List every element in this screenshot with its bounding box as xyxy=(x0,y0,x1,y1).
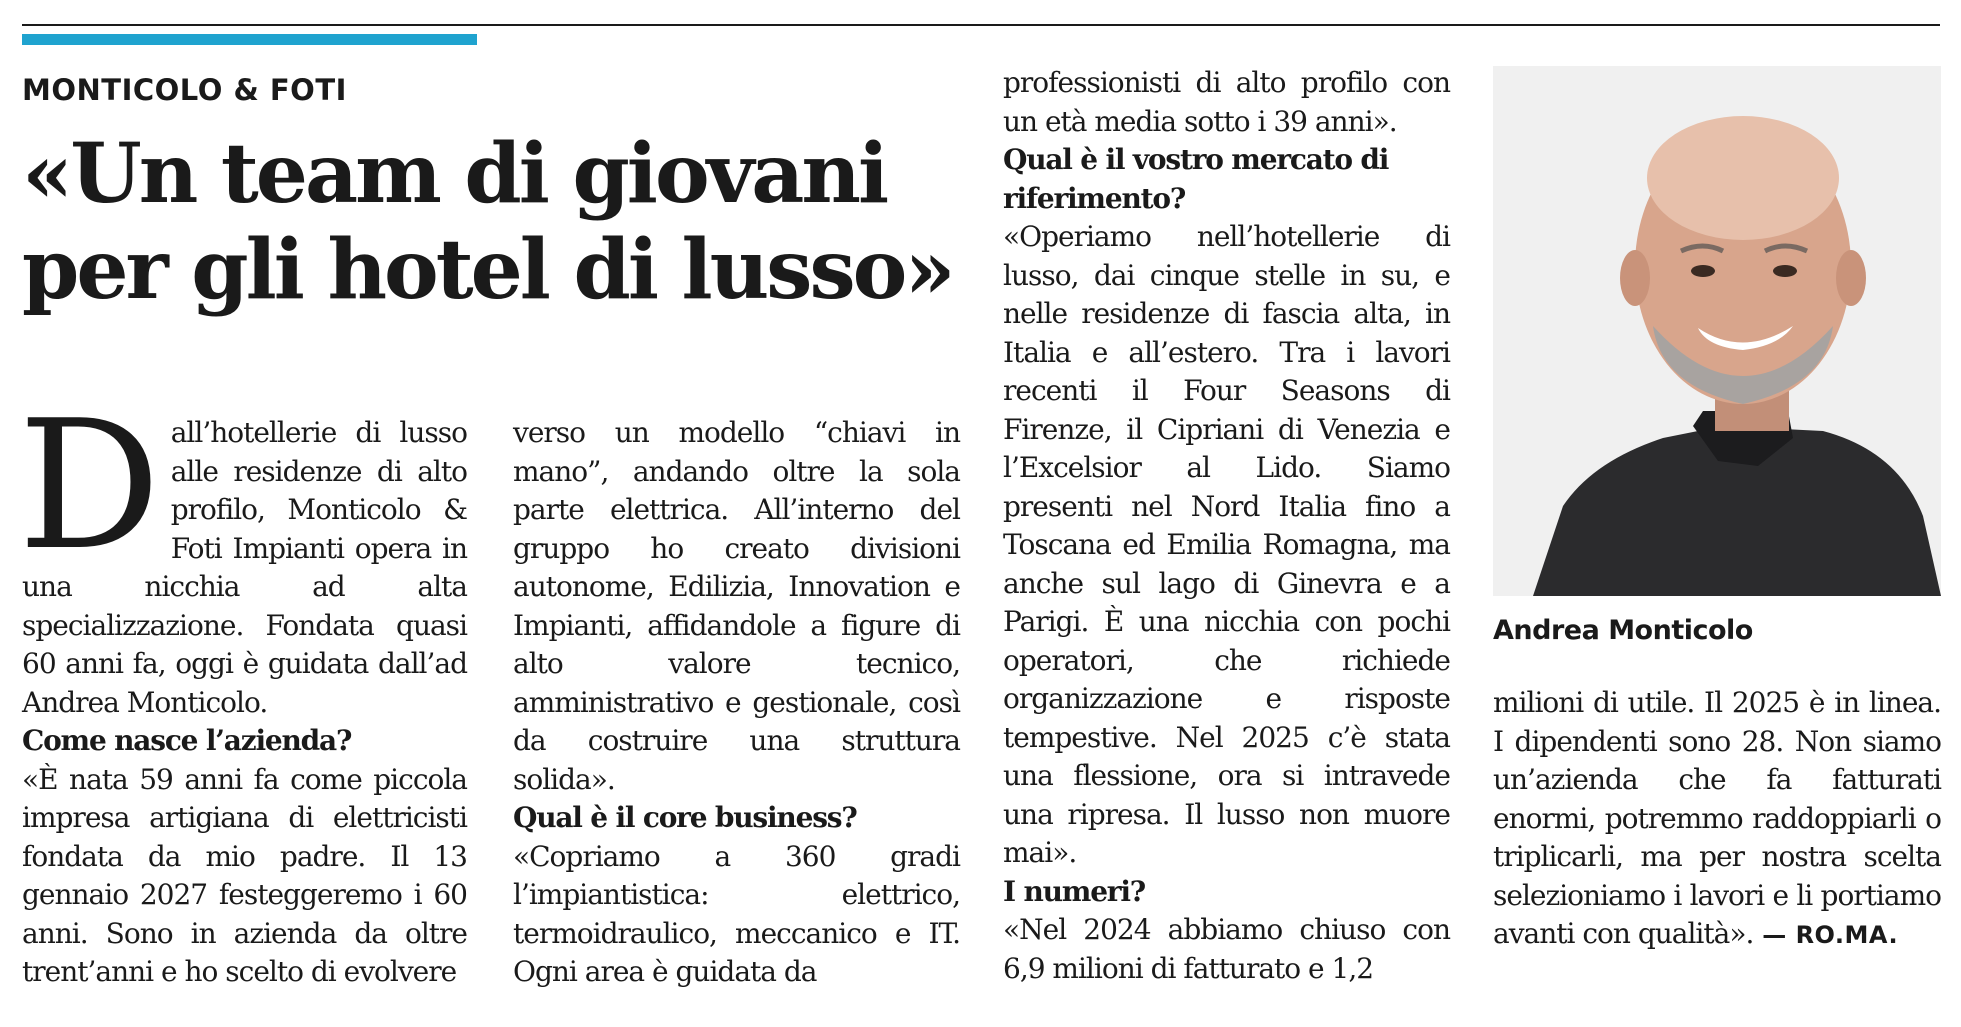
answer-1-text-cont: verso un modello “chiavi in mano”, andando oltre la sola parte elettrica. All’interno del gruppo ho creato divisioni autonome, Edilizia, Innovation e Impianti, affidandole a figure di alto valore tecnico, amministrativo e gestionale, così da costruire una struttura solida». xyxy=(513,416,960,796)
headline xyxy=(22,126,982,318)
headline-line-1: «Un team di giovani xyxy=(22,126,887,222)
question-1: Come nasce l’azienda? xyxy=(22,724,352,757)
answer-1-text: «È nata 59 anni fa come piccola impresa artigiana di elettricisti fondata da mio padre. Il 13 gennaio 2027 festeggeremo i 60 anni. Sono in azienda da oltre trent’anni e ho scelto di evolvere xyxy=(22,762,467,988)
article-column-3 xyxy=(1003,64,1450,988)
answer-3-text: «Operiamo nell’hotellerie di lusso, dai cinque stelle in su, e nelle residenze di fascia alta, in Italia e all’estero. Tra i lavori recenti il Four Seasons di Firenze, il Cipriani di Venezia e l’Excelsior al Lido. Siamo presenti nel Nord Italia fino a Toscana ed Emilia Romagna, ma anche sul lago di Ginevra e a Parigi. È una nicchia con pochi operatori, che richiede organizzazione e risposte tempestive. Nel 2025 c’è stata una flessione, ora si intravede una ripresa. Il lusso non muore mai». xyxy=(1003,220,1450,869)
answer-4-cont xyxy=(1493,684,1941,955)
question-4-text: I numeri? xyxy=(1003,874,1145,908)
answer-1-cont xyxy=(513,414,960,799)
section-accent-bar xyxy=(22,34,477,45)
article-column-1 xyxy=(18,382,467,992)
author-signature: — RO.MA. xyxy=(1753,921,1899,949)
answer-3 xyxy=(1003,218,1450,873)
drop-cap: D xyxy=(18,382,161,589)
kicker: MONTICOLO & FOTI xyxy=(22,73,347,107)
portrait-photo-icon xyxy=(1493,66,1941,596)
answer-4-text: «Nel 2024 abbiamo chiuso con 6,9 milioni di fatturato e 1,2 xyxy=(1003,913,1450,985)
article-column-2 xyxy=(513,414,960,992)
photo-caption: Andrea Monticolo xyxy=(1493,615,1753,646)
answer-1 xyxy=(22,761,467,992)
answer-4-text-cont: milioni di utile. Il 2025 è in linea. I dipendenti sono 28. Non siamo un’azienda che fa fatturati enormi, potremmo raddoppiarli o triplicarli, ma per nostra scelta selezioniamo i lavori e li portiamo avanti con qualità». xyxy=(1493,686,1941,950)
answer-4 xyxy=(1003,911,1450,988)
article-column-4 xyxy=(1493,684,1941,955)
intro-text: all’hotellerie di lusso alle residenze di alto profilo, Monticolo & Foti Impianti opera in una nicchia ad alta specializzazione. Fondata quasi 60 anni fa, oggi è guidata dall’ad Andrea Monticolo. xyxy=(22,416,467,719)
answer-2-text: «Copriamo a 360 gradi l’impiantistica: elettrico, termoidraulico, meccanico e IT. Ogni area è guidata da xyxy=(513,839,960,988)
intro-paragraph xyxy=(18,382,467,722)
headline-line-2: per gli hotel di lusso» xyxy=(22,222,953,318)
answer-2 xyxy=(513,838,960,992)
question-4 xyxy=(1003,873,1450,912)
answer-2-text-cont: professionisti di alto profilo con un età media sotto i 39 anni». xyxy=(1003,66,1450,138)
question-3-text: Qual è il vostro mercato di riferimento? xyxy=(1003,143,1389,215)
portrait-photo xyxy=(1493,66,1941,596)
answer-2-cont xyxy=(1003,64,1450,141)
question-2 xyxy=(513,799,960,838)
question-3 xyxy=(1003,141,1450,218)
question-2-text: Qual è il core business? xyxy=(513,801,857,834)
top-rule xyxy=(22,24,1940,26)
